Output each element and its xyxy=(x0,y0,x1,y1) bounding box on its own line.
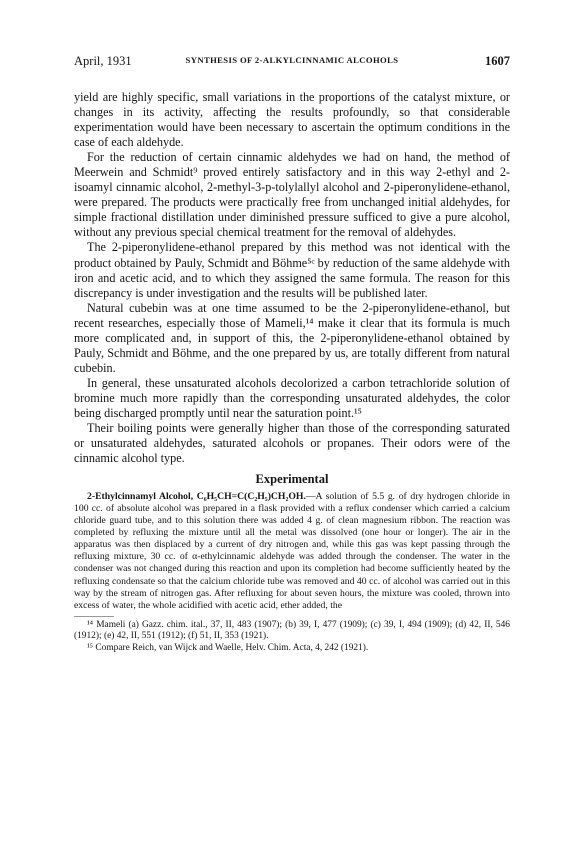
page-header xyxy=(74,54,510,70)
footnotes xyxy=(74,620,510,655)
body-paragraph: In general, these unsaturated alcohols decolorized a carbon tetrachloride solution of bromine much more rapidly than the corresponding unsaturated aldehydes, the color being discharged promptly until near the saturation point.¹⁵ xyxy=(74,375,510,420)
page-number: 1607 xyxy=(485,54,510,68)
experimental-text: —A solution of 5.5 g. of dry hydrogen chloride in 100 cc. of absolute alcohol was prepared in a flask provided with a reflux condenser which carried a calcium chloride guard tube, and to this solution there was added 4 g. of clean magnesium ribbon. The reaction was completed by refluxing the mixture until all the metal was dissolved (one hour or longer). The air in the apparatus was then displaced by a current of dry nitrogen and, while this gas was kept passing through the refluxing mixture, 30 cc. of α-ethylcinnamic aldehyde was added through the condenser. The water in the condenser was not changed during this reaction and upon its completion had become sufficiently heated by the refluxing condensate so that the calcium chloride tube was removed and 40 cc. of alcohol was carried out in this way by the stream of nitrogen gas. After refluxing for about seven hours, the mixture was cooled, thrown into excess of water, the whole acidified with acetic acid, ether added, the xyxy=(74,491,510,611)
body-paragraph: yield are highly specific, small variations in the proportions of the catalyst mixture, or changes in its activity, affecting the results profoundly, so that considerable experimentation would have been necessary to ascertain the optimum conditions in the case of each aldehyde. xyxy=(74,90,510,150)
article-body xyxy=(74,90,510,466)
journal-page xyxy=(74,54,510,655)
compound-title: 2-Ethylcinnamyl Alcohol, C₆H₅CH=C(C₂H₅)CH₂OH. xyxy=(87,491,306,503)
experimental-section xyxy=(74,491,510,611)
issue-date: April, 1931 xyxy=(74,54,132,68)
body-paragraph: Their boiling points were generally higher than those of the corresponding saturated or unsaturated aldehydes, saturated alcohols or propanes. Their odors were of the cinnamic alcohol type. xyxy=(74,421,510,466)
body-paragraph: The 2-piperonylidene-ethanol prepared by this method was not identical with the product obtained by Pauly, Schmidt and Böhme⁵ᶜ by reduction of the same aldehyde with iron and acetic acid, and to which they assigned the same formula. The reason for this discrepancy is under investigation and the results will be published later. xyxy=(74,240,510,300)
experimental-paragraph xyxy=(74,491,510,611)
running-title: SYNTHESIS OF 2-ALKYLCINNAMIC ALCOHOLS xyxy=(185,55,399,65)
footnote-14: ¹⁴ Mameli (a) Gazz. chim. ital., 37, II, 483 (1907); (b) 39, I, 477 (1909); (c) 39, I, 494 (1909); (d) 42, II, 546 (1912); (e) 42, II, 551 (1912); (f) 51, II, 353 (1921). xyxy=(74,619,510,642)
body-paragraph: For the reduction of certain cinnamic aldehydes we had on hand, the method of Meerwein and Schmidt⁹ proved entirely satisfactory and in this way 2-ethyl and 2-isoamyl cinnamic alcohol, 2-methyl-3-p-tolylallyl alcohol and 2-piperonylidene-ethanol, were prepared. The products were practically free from unchanged initial aldehydes, for simple fractional distillation under diminished pressure sufficed to give a pure alcohol, without any previous special chemical treatment for the removal of aldehydes. xyxy=(74,150,510,240)
footnote-rule xyxy=(74,616,114,617)
section-heading: Experimental xyxy=(255,472,329,487)
footnote-15: ¹⁵ Compare Reich, van Wijck and Waelle, Helv. Chim. Acta, 4, 242 (1921). xyxy=(87,643,369,654)
body-paragraph: Natural cubebin was at one time assumed to be the 2-piperonylidene-ethanol, but recent researches, especially those of Mameli,¹⁴ make it clear that its formula is much more complicated and, in support of this, the 2-piperonylidene-ethanol obtained by Pauly, Schmidt and Böhme, and the one prepared by us, are totally different from natural cubebin. xyxy=(74,300,510,375)
